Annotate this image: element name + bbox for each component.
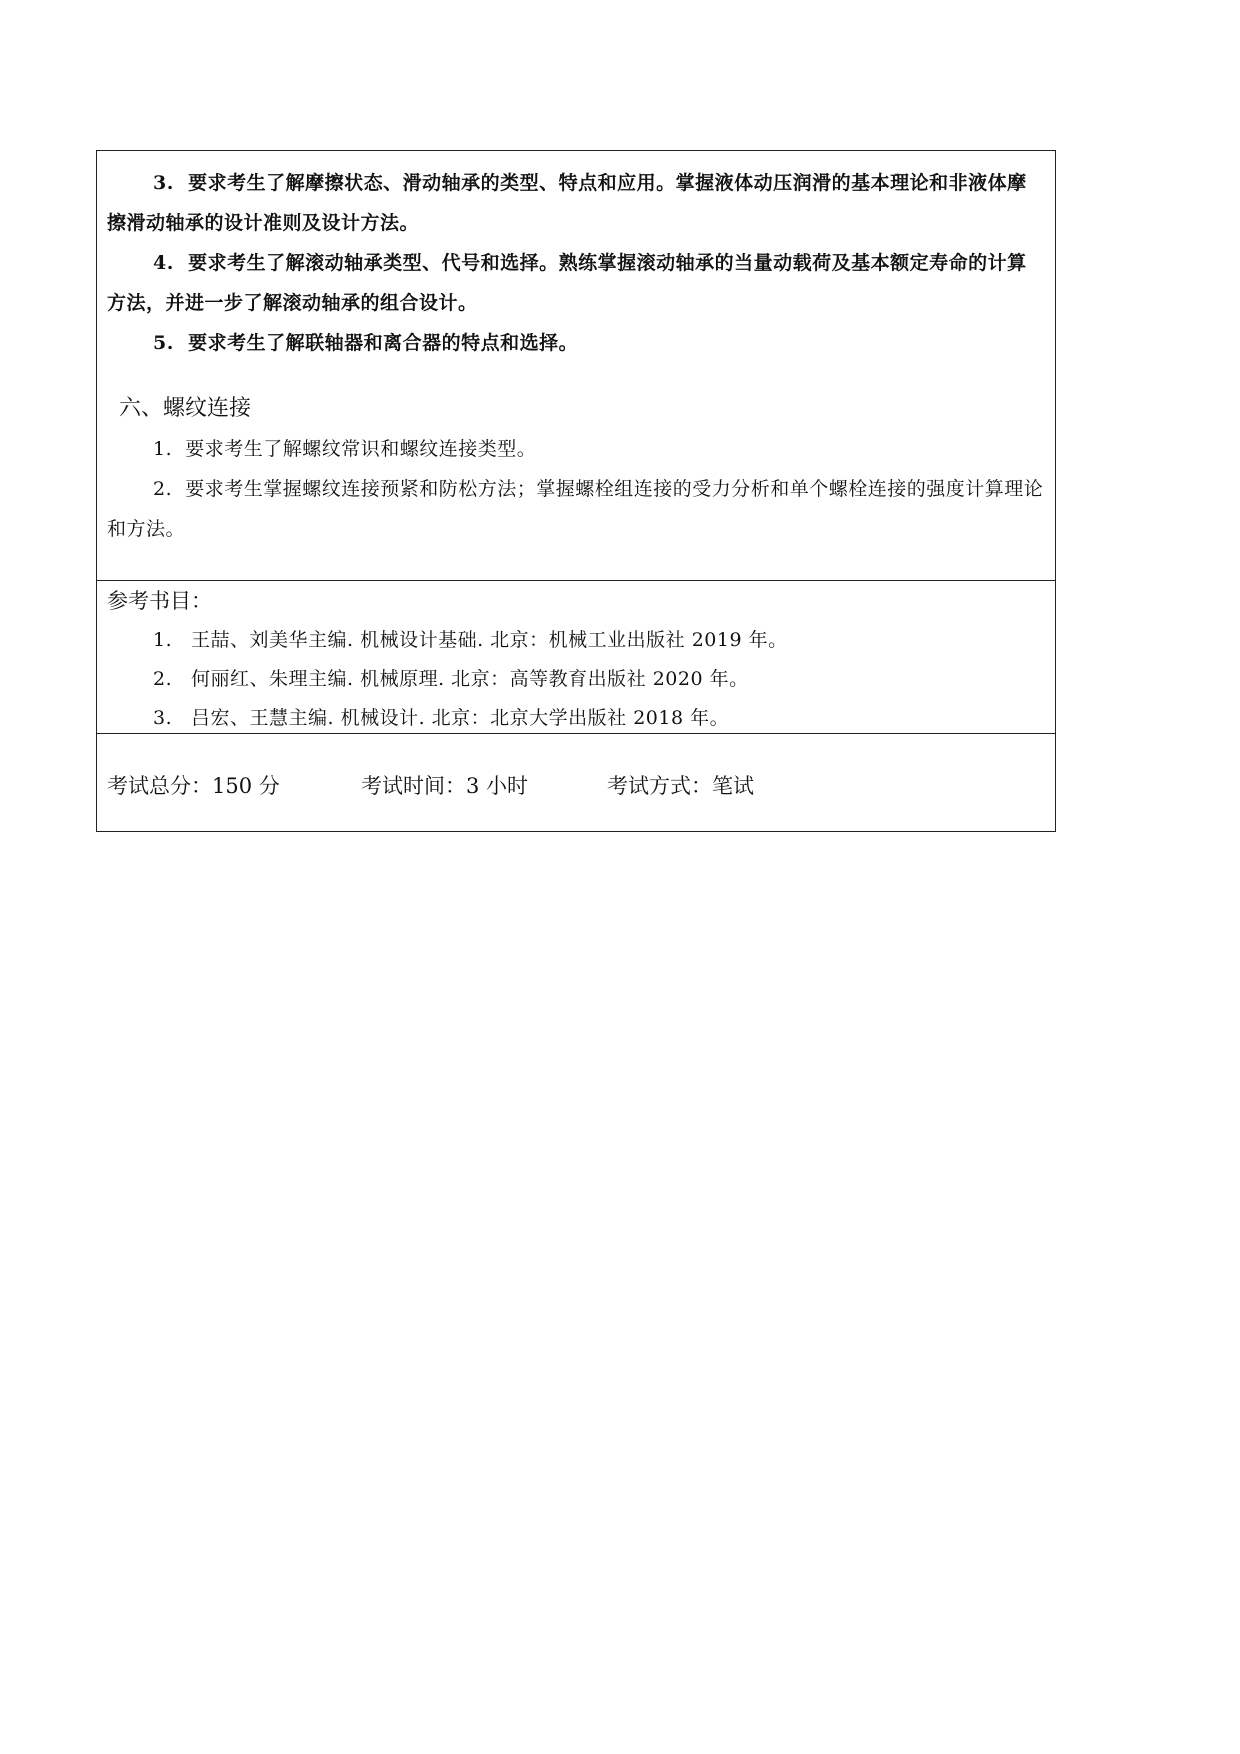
syllabus-cell <box>97 151 1055 580</box>
item-text: 何丽红、朱理主编. 机械原理. 北京：高等教育出版社 2020 年。 <box>191 668 749 690</box>
exam-info-row <box>107 766 1045 806</box>
item-number: 3. <box>153 172 174 194</box>
item-number: 2. <box>153 478 173 500</box>
reference-item <box>107 660 1045 699</box>
section-six-item-1 <box>107 429 1045 469</box>
item-text: 要求考生了解联轴器和离合器的特点和选择。 <box>188 332 579 354</box>
section-title: 六、螺纹连接 <box>119 396 252 421</box>
item-number: 3. <box>153 707 173 729</box>
item-text: 王喆、刘美华主编. 机械设计基础. 北京：机械工业出版社 2019 年。 <box>191 629 788 651</box>
exam-info-cell <box>97 733 1055 831</box>
exam-total-score: 考试总分：150 分 <box>107 774 280 798</box>
references-title: 参考书目： <box>107 589 212 613</box>
syllabus-item-3 <box>107 163 1045 243</box>
references-cell <box>97 580 1055 733</box>
exam-duration: 考试时间：3 小时 <box>361 774 529 798</box>
item-text: 要求考生了解滚动轴承类型、代号和选择。熟练掌握滚动轴承的当量动载荷及基本额定寿命的计算方法，并进一步了解滚动轴承的组合设计。 <box>107 252 1027 314</box>
syllabus-item-4 <box>107 243 1045 323</box>
item-number: 2. <box>153 668 173 690</box>
syllabus-item-5 <box>107 323 1045 363</box>
item-text: 吕宏、王慧主编. 机械设计. 北京：北京大学出版社 2018 年。 <box>191 707 730 729</box>
item-text: 要求考生了解螺纹常识和螺纹连接类型。 <box>185 438 537 460</box>
exam-method: 考试方式：笔试 <box>607 774 754 798</box>
reference-item <box>107 621 1045 660</box>
item-number: 1. <box>153 629 173 651</box>
item-number: 4. <box>153 252 174 274</box>
section-six-item-2 <box>107 469 1045 549</box>
item-number: 1. <box>153 438 173 460</box>
syllabus-table <box>96 150 1056 832</box>
item-text: 要求考生掌握螺纹连接预紧和防松方法；掌握螺栓组连接的受力分析和单个螺栓连接的强度计算理论和方法。 <box>107 478 1044 540</box>
item-number: 5. <box>153 332 174 354</box>
item-text: 要求考生了解摩擦状态、滑动轴承的类型、特点和应用。掌握液体动压润滑的基本理论和非液体摩擦滑动轴承的设计准则及设计方法。 <box>107 172 1027 234</box>
